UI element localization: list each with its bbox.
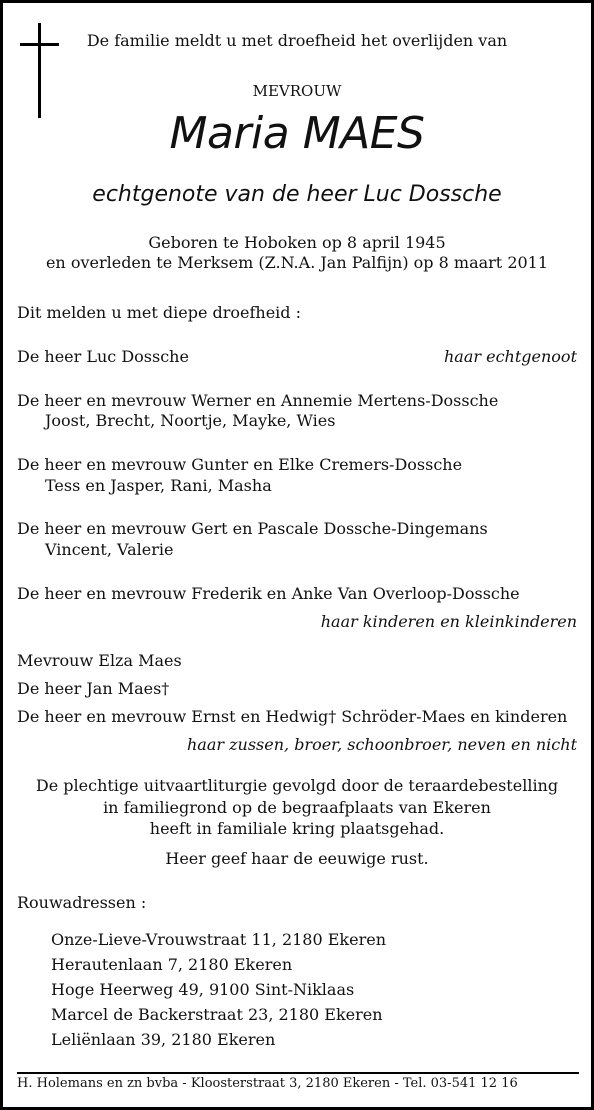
funeral-line: De plechtige uitvaartliturgie gevolgd door de teraardebestelling [35,776,559,795]
address-item: Onze-Lieve-Vrouwstraat 11, 2180 Ekeren [51,930,387,949]
address-item: Marcel de Backerstraat 23, 2180 Ekeren [51,1005,383,1024]
grandchildren: Tess en Jasper, Rani, Masha [45,476,272,495]
address-item: Herautenlaan 7, 2180 Ekeren [51,955,293,974]
husband-role: haar echtgenoot [444,347,577,366]
spouse-line: echtgenote van de heer Luc Dossche [92,182,502,207]
grandchildren: Vincent, Valerie [45,540,174,559]
addresses-label: Rouwadressen : [17,893,147,912]
born-line: Geboren te Hoboken op 8 april 1945 [148,233,446,252]
title-text: MEVROUW [252,82,342,100]
footer-divider [17,1072,579,1074]
sibling: Mevrouw Elza Maes [17,651,182,670]
address-item: Leliënlaan 39, 2180 Ekeren [51,1030,276,1049]
child-couple: De heer en mevrouw Gunter en Elke Cremers-Dossche [17,455,463,474]
intro-text: De familie meldt u met droefheid het overlijden van [86,31,508,50]
funeral-line: heeft in familiale kring plaatsgehad. [149,819,445,838]
mourners-intro: Dit melden u met diepe droefheid : [17,303,302,322]
sibling: De heer en mevrouw Ernst en Hedwig† Schröder-Maes en kinderen [17,707,568,726]
siblings-role: haar zussen, broer, schoonbroer, neven en nicht [186,735,577,754]
address-item: Hoge Heerweg 49, 9100 Sint-Niklaas [51,980,355,999]
footer-text: H. Holemans en zn bvba - Kloosterstraat 3, 2180 Ekeren - Tel. 03-541 12 16 [17,1076,518,1091]
husband-name: De heer Luc Dossche [17,347,189,366]
sibling: De heer Jan Maes† [17,679,170,698]
grandchildren: Joost, Brecht, Noortje, Mayke, Wies [45,411,336,430]
children-role: haar kinderen en kleinkinderen [320,612,577,631]
funeral-line: in familiegrond op de begraafplaats van Ekeren [103,798,491,817]
prayer-line: Heer geef haar de eeuwige rust. [165,849,429,868]
child-couple: De heer en mevrouw Gert en Pascale Dossche-Dingemans [17,519,488,538]
child-couple: De heer en mevrouw Frederik en Anke Van Overloop-Dossche [17,584,520,603]
died-line: en overleden te Merksem (Z.N.A. Jan Palfijn) op 8 maart 2011 [45,253,549,272]
child-couple: De heer en mevrouw Werner en Annemie Mertens-Dossche [17,391,499,410]
deceased-name: Maria MAES [169,108,425,159]
